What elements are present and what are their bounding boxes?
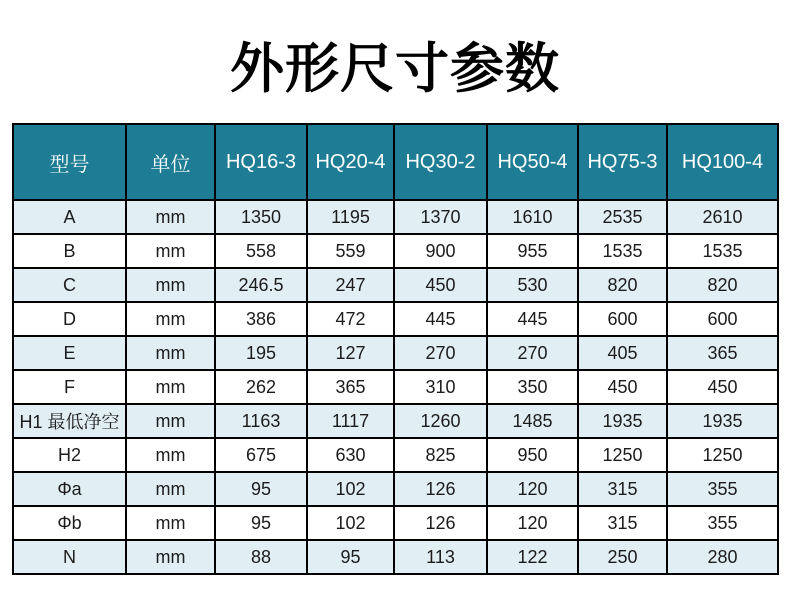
value-cell: 95 xyxy=(215,472,307,506)
value-cell: 195 xyxy=(215,336,307,370)
unit-cell: mm xyxy=(126,200,215,234)
page-title: 外形尺寸参数 xyxy=(230,37,560,100)
table-row xyxy=(13,268,778,302)
column-header-6: HQ75-3 xyxy=(578,124,667,200)
column-header-3: HQ20-4 xyxy=(307,124,394,200)
value-cell: 1260 xyxy=(394,404,487,438)
value-cell: 820 xyxy=(578,268,667,302)
unit-cell: mm xyxy=(126,506,215,540)
unit-cell: mm xyxy=(126,234,215,268)
value-cell: 1935 xyxy=(667,404,778,438)
table-row xyxy=(13,336,778,370)
row-label-cell: B xyxy=(13,234,126,268)
value-cell: 95 xyxy=(307,540,394,574)
value-cell: 600 xyxy=(667,302,778,336)
value-cell: 120 xyxy=(487,506,578,540)
value-cell: 950 xyxy=(487,438,578,472)
value-cell: 262 xyxy=(215,370,307,404)
value-cell: 1535 xyxy=(578,234,667,268)
table-row xyxy=(13,234,778,268)
value-cell: 315 xyxy=(578,506,667,540)
row-label-cell: A xyxy=(13,200,126,234)
table-row xyxy=(13,438,778,472)
value-cell: 1117 xyxy=(307,404,394,438)
value-cell: 270 xyxy=(394,336,487,370)
value-cell: 246.5 xyxy=(215,268,307,302)
value-cell: 102 xyxy=(307,506,394,540)
value-cell: 2535 xyxy=(578,200,667,234)
value-cell: 558 xyxy=(215,234,307,268)
value-cell: 2610 xyxy=(667,200,778,234)
value-cell: 472 xyxy=(307,302,394,336)
unit-cell: mm xyxy=(126,404,215,438)
row-label-cell: C xyxy=(13,268,126,302)
table-row xyxy=(13,200,778,234)
unit-cell: mm xyxy=(126,268,215,302)
unit-cell: mm xyxy=(126,438,215,472)
value-cell: 250 xyxy=(578,540,667,574)
column-header-1: 单位 xyxy=(126,124,215,200)
row-label-cell: D xyxy=(13,302,126,336)
value-cell: 122 xyxy=(487,540,578,574)
row-label-cell: Φb xyxy=(13,506,126,540)
value-cell: 1195 xyxy=(307,200,394,234)
value-cell: 600 xyxy=(578,302,667,336)
value-cell: 126 xyxy=(394,472,487,506)
value-cell: 127 xyxy=(307,336,394,370)
unit-cell: mm xyxy=(126,370,215,404)
value-cell: 310 xyxy=(394,370,487,404)
dimension-spec-table xyxy=(12,123,779,575)
value-cell: 270 xyxy=(487,336,578,370)
value-cell: 450 xyxy=(394,268,487,302)
value-cell: 113 xyxy=(394,540,487,574)
value-cell: 900 xyxy=(394,234,487,268)
value-cell: 820 xyxy=(667,268,778,302)
table-header-row xyxy=(13,124,778,200)
value-cell: 350 xyxy=(487,370,578,404)
row-label-cell: H1 最低净空 xyxy=(13,404,126,438)
value-cell: 315 xyxy=(578,472,667,506)
value-cell: 675 xyxy=(215,438,307,472)
value-cell: 120 xyxy=(487,472,578,506)
value-cell: 450 xyxy=(578,370,667,404)
value-cell: 126 xyxy=(394,506,487,540)
value-cell: 88 xyxy=(215,540,307,574)
table-row xyxy=(13,302,778,336)
unit-cell: mm xyxy=(126,540,215,574)
table-row xyxy=(13,404,778,438)
value-cell: 405 xyxy=(578,336,667,370)
value-cell: 1250 xyxy=(667,438,778,472)
table-row xyxy=(13,370,778,404)
value-cell: 95 xyxy=(215,506,307,540)
value-cell: 386 xyxy=(215,302,307,336)
value-cell: 1535 xyxy=(667,234,778,268)
column-header-5: HQ50-4 xyxy=(487,124,578,200)
unit-cell: mm xyxy=(126,302,215,336)
table-body xyxy=(13,200,778,574)
row-label-cell: E xyxy=(13,336,126,370)
value-cell: 355 xyxy=(667,472,778,506)
value-cell: 1610 xyxy=(487,200,578,234)
value-cell: 955 xyxy=(487,234,578,268)
table-row xyxy=(13,540,778,574)
value-cell: 1935 xyxy=(578,404,667,438)
value-cell: 1350 xyxy=(215,200,307,234)
value-cell: 530 xyxy=(487,268,578,302)
value-cell: 445 xyxy=(487,302,578,336)
value-cell: 102 xyxy=(307,472,394,506)
column-header-2: HQ16-3 xyxy=(215,124,307,200)
value-cell: 1485 xyxy=(487,404,578,438)
value-cell: 1250 xyxy=(578,438,667,472)
value-cell: 1370 xyxy=(394,200,487,234)
table-row xyxy=(13,472,778,506)
column-header-7: HQ100-4 xyxy=(667,124,778,200)
column-header-4: HQ30-2 xyxy=(394,124,487,200)
unit-cell: mm xyxy=(126,472,215,506)
value-cell: 1163 xyxy=(215,404,307,438)
row-label-cell: F xyxy=(13,370,126,404)
unit-cell: mm xyxy=(126,336,215,370)
value-cell: 365 xyxy=(667,336,778,370)
row-label-cell: Φa xyxy=(13,472,126,506)
value-cell: 247 xyxy=(307,268,394,302)
row-label-cell: H2 xyxy=(13,438,126,472)
value-cell: 365 xyxy=(307,370,394,404)
value-cell: 559 xyxy=(307,234,394,268)
value-cell: 630 xyxy=(307,438,394,472)
row-label-cell: N xyxy=(13,540,126,574)
value-cell: 450 xyxy=(667,370,778,404)
value-cell: 355 xyxy=(667,506,778,540)
value-cell: 825 xyxy=(394,438,487,472)
value-cell: 445 xyxy=(394,302,487,336)
column-header-0: 型号 xyxy=(13,124,126,200)
value-cell: 280 xyxy=(667,540,778,574)
table-row xyxy=(13,506,778,540)
